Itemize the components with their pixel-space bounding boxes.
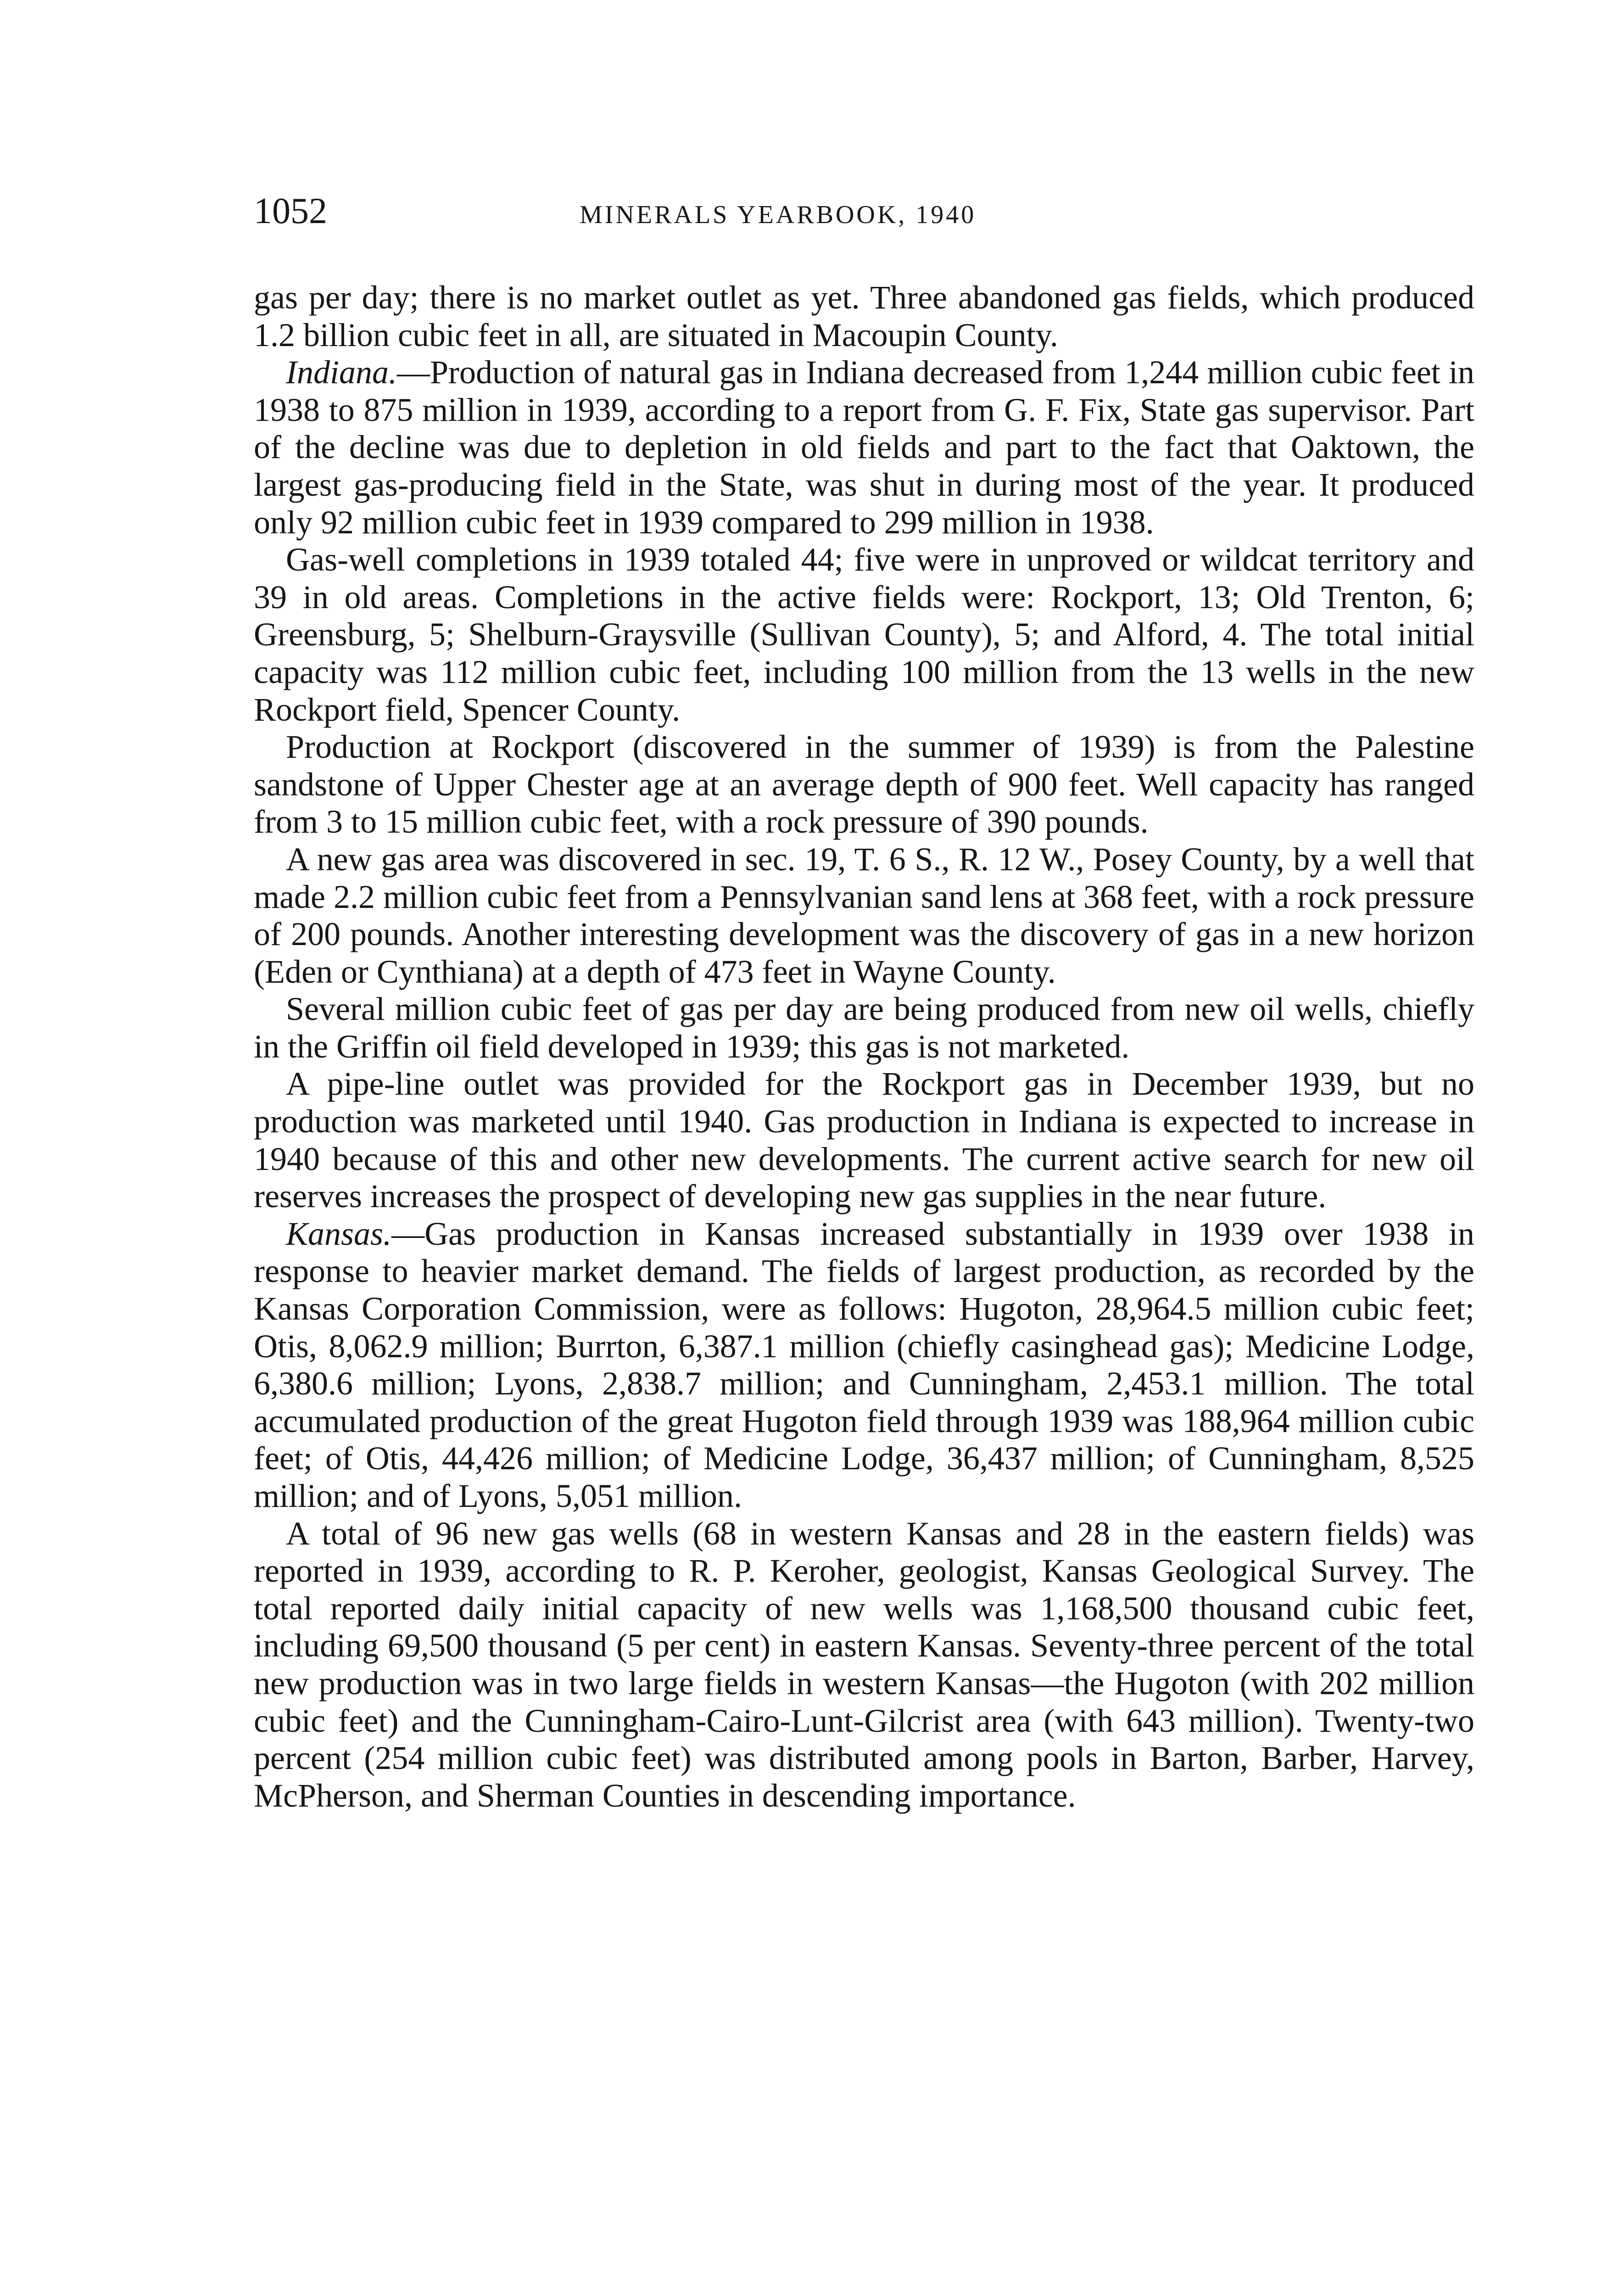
paragraph-gas-well-completions xyxy=(254,541,1474,728)
paragraph-text: Gas-well completions in 1939 totaled 44; five were in unproved or wildcat territory and 39 in old areas. Completions in the active fields were: Rockport, 13; Old Trenton, 6; Greensburg, 5; Shelburn-Graysville (Sullivan County), 5; and Alford, 4. The total initial capacity was 112 million cubic feet, including 100 million from the 13 wells in the new Rockport field, Spencer County. xyxy=(254,541,1474,728)
section-lead-kansas: Kansas. xyxy=(286,1215,392,1252)
paragraph-pipe-line-outlet xyxy=(254,1065,1474,1215)
section-lead-indiana: Indiana. xyxy=(286,354,397,391)
paragraph-rockport-production xyxy=(254,728,1474,841)
paragraph-kansas-new-wells xyxy=(254,1515,1474,1815)
paragraph-text: Production at Rockport (discovered in the summer of 1939) is from the Palestine sandstone of Upper Chester age at an average depth of 900 feet. Well capacity has ranged from 3 to 15 million cubic feet, with a rock pressure of 390 pounds. xyxy=(254,728,1474,840)
paragraph-text: A new gas area was discovered in sec. 19, T. 6 S., R. 12 W., Posey County, by a well that made 2.2 million cubic feet from a Pennsylvanian sand lens at 368 feet, with a rock pressure of 200 pounds. Another interesting development was the discovery of gas in a new horizon (Eden or Cynthiana) at a depth of 473 feet in Wayne County. xyxy=(254,840,1474,990)
body-text xyxy=(254,279,1474,1814)
paragraph-indiana-production xyxy=(254,354,1474,541)
paragraph-text: A pipe-line outlet was provided for the Rockport gas in December 1939, but no production was marketed until 1940. Gas production in Indiana is expected to increase in 1940 because of this and other new developments. The current active search for new oil reserves increases the prospect of developing new gas supplies in the near future. xyxy=(254,1065,1474,1215)
paragraph-text: Several million cubic feet of gas per day are being produced from new oil wells, chiefly in the Griffin oil field developed in 1939; this gas is not marketed. xyxy=(254,991,1474,1065)
paragraph-text: —Production of natural gas in Indiana decreased from 1,244 million cubic feet in 1938 to 875 million in 1939, according to a report from G. F. Fix, State gas supervisor. Part of the decline was due to depletion in old fields and part to the fact that Oaktown, the largest gas-producing field in the State, was shut in during most of the year. It produced only 92 million cubic feet in 1939 compared to 299 million in 1938. xyxy=(254,354,1474,541)
paragraph-text: —Gas production in Kansas increased substantially in 1939 over 1938 in response to heavier market demand. The fields of largest production, as recorded by the Kansas Corporation Commission, were as follows: Hugoton, 28,964.5 million cubic feet; Otis, 8,062.9 million; Burrton, 6,387.1 million (chiefly casinghead gas); Medicine Lodge, 6,380.6 million; Lyons, 2,838.7 million; and Cunningham, 2,453.1 million. The total accumulated production of the great Hugoton field through 1939 was 188,964 million cubic feet; of Otis, 44,426 million; of Medicine Lodge, 36,437 million; of Cunningham, 8,525 million; and of Lyons, 5,051 million. xyxy=(254,1215,1474,1514)
paragraph-kansas-production xyxy=(254,1215,1474,1515)
paragraph-illinois-continuation xyxy=(254,279,1474,354)
running-head: MINERALS YEARBOOK, 1940 xyxy=(580,201,977,229)
paragraph-text: A total of 96 new gas wells (68 in western Kansas and 28 in the eastern fields) was reported in 1939, according to R. P. Keroher, geologist, Kansas Geological Survey. The total reported daily initial capacity of new wells was 1,168,500 thousand cubic feet, including 69,500 thousand (5 per cent) in eastern Kansas. Seventy-three percent of the total new production was in two large fields in western Kansas—the Hugoton (with 202 million cubic feet) and the Cunningham-Cairo-Lunt-Gilcrist area (with 643 million). Twenty-two percent (254 million cubic feet) was distributed among pools in Barton, Barber, Harvey, McPherson, and Sherman Counties in descending importance. xyxy=(254,1515,1474,1814)
paragraph-text: gas per day; there is no market outlet as yet. Three abandoned gas fields, which produced 1.2 billion cubic feet in all, are situated in Macoupin County. xyxy=(254,279,1474,353)
paragraph-posey-county-discovery xyxy=(254,841,1474,991)
page-number: 1052 xyxy=(254,191,327,231)
page-header xyxy=(254,186,1484,241)
paragraph-oil-well-gas xyxy=(254,991,1474,1065)
